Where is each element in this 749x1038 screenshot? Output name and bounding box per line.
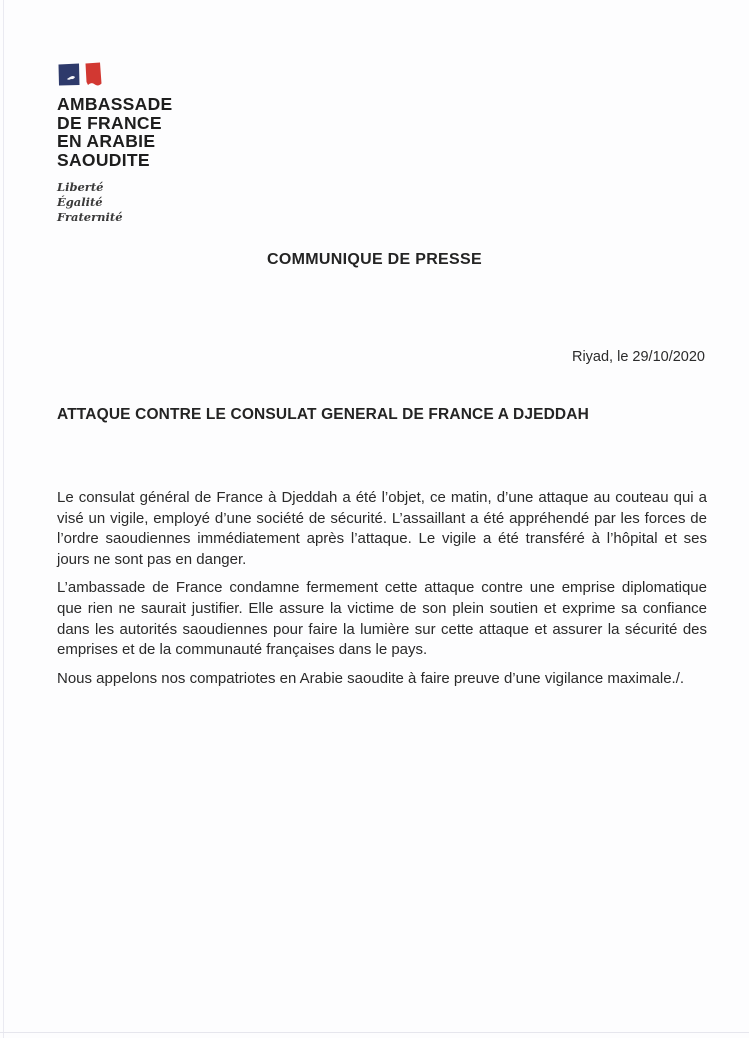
- embassy-name-line: AMBASSADE: [57, 94, 173, 114]
- paragraph: Le consulat général de France à Djeddah a été l’objet, ce matin, d’une attaque au couteau qui a visé un vigile, employé d’une société de sécurité. L’assaillant a été appréhendé par les forces de l’ordre saoudiennes immédiatement après l’attaque. Le vigile a été transféré à l’hôpital et ses jours ne sont pas en danger.: [57, 489, 707, 568]
- scan-edge-left: [3, 0, 4, 1038]
- motto-line: Égalité: [57, 194, 103, 209]
- paragraph: L’ambassade de France condamne fermement cette attaque contre une emprise diplomatique que rien ne saurait justifier. Elle assure la victime de son plein soutien et exprime sa confiance dans les autorités saoudiennes pour faire la lumière sur cette attaque et assurer la sécurité des emprises et de la communauté françaises dans le pays.: [57, 579, 707, 659]
- document-heading: ATTAQUE CONTRE LE CONSULAT GENERAL DE FRANCE A DJEDDAH: [57, 406, 589, 423]
- motto-line: Liberté: [57, 179, 104, 194]
- document-title: COMMUNIQUE DE PRESSE: [267, 251, 482, 268]
- scan-edge-bottom: [0, 1032, 749, 1033]
- document-body: [57, 488, 707, 697]
- embassy-name: [57, 95, 257, 170]
- embassy-logo: [57, 62, 257, 225]
- paragraph: Nous appelons nos compatriotes en Arabie saoudite à faire preuve d’une vigilance maximale./.: [57, 669, 685, 687]
- dateline: Riyad, le 29/10/2020: [571, 349, 705, 365]
- embassy-name-line: DE FRANCE: [57, 112, 162, 133]
- embassy-name-line: EN ARABIE: [57, 131, 156, 152]
- republic-motto: [57, 180, 257, 225]
- french-flag-icon: [57, 62, 103, 88]
- embassy-name-line: SAOUDITE: [57, 150, 150, 171]
- motto-line: Fraternité: [57, 209, 123, 224]
